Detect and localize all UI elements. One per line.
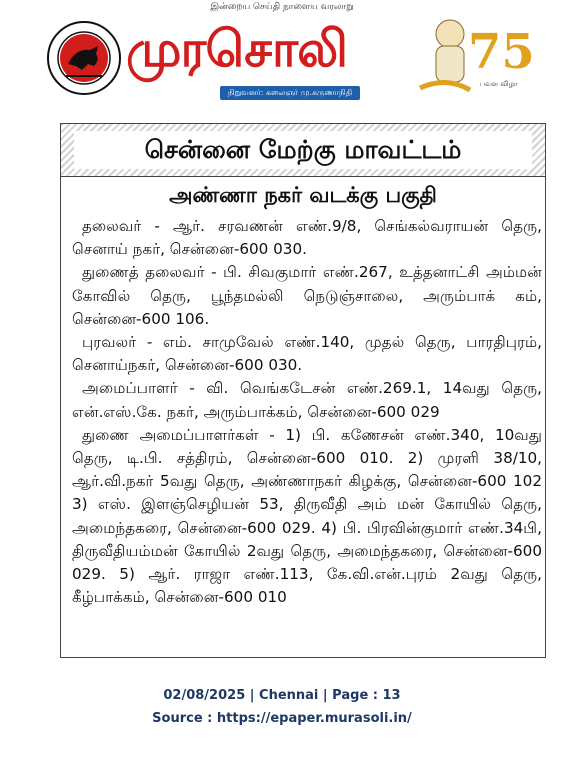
party-seal-logo (46, 20, 122, 96)
masthead-tagline: இன்றைய செய்தி நாளைய வரலாறு (210, 2, 354, 12)
masthead (0, 0, 564, 110)
newspaper-name: முரசொலி (126, 20, 347, 78)
anniversary-caption: பவள விழா (480, 80, 518, 88)
office-bearers-list (72, 215, 542, 609)
entry-patron: புரவலர் - எம். சாமுவேல் எண்.140, முதல் தெரு, பாரதிபுரம், செனாய்நகர், சென்னை-600 030. (72, 333, 542, 375)
founder-line: நிறுவனர்: கலைஞர் மு.கருணாநிதி (220, 86, 360, 100)
section-title: சென்னை மேற்கு மாவட்டம் (74, 131, 532, 169)
footer-date-page: 02/08/2025 | Chennai | Page : 13 (163, 688, 401, 703)
entry-organiser: அமைப்பாளர் - வி. வெங்கடேசன் எண்.269.1, 14வது தெரு, என்.எஸ்.கே. நகர், அரும்பாக்கம், சென்னை-600 029 (72, 379, 542, 421)
anniversary-75-emblem (410, 6, 535, 102)
footer-source: Source : https://epaper.murasoli.in/ (152, 711, 412, 726)
entry-president: தலைவர் - ஆர். சரவணன் எண்.9/8, செங்கல்வராயன் தெரு, செனாய் நகர், சென்னை-600 030. (72, 217, 542, 259)
page-footer (0, 684, 564, 730)
entry-deputy-organisers: துணை அமைப்பாளர்கள் - 1) பி. கணேசன் எண்.340, 10வது தெரு, டி.பி. சத்திரம், சென்னை-600 010. 2) முரளி 38/10, ஆர்.வி.நகர் 5வது தெரு, அண்ணாநகர் கிழக்கு, சென்னை-600 102 3) எஸ். இளஞ்செழியன் 53, திருவீதி அம் மன் கோயில் தெரு, அமைந்தகரை, சென்னை-600 029. 4) பி. பிரவின்குமார் எண்.34பி, திருவீதியம்மன் கோயில் 2வது தெரு, அமைந்தகரை, சென்னை-600 029. 5) ஆர். ராஜா எண்.113, கே.வி.என்.புரம் 2வது தெரு, கீழ்பாக்கம், சென்னை-600 010 (72, 425, 542, 607)
anniversary-number: 75 (468, 24, 535, 80)
article-subtitle: அண்ணா நகர் வடக்கு பகுதி (169, 183, 437, 207)
entry-vice-president: துணைத் தலைவர் - பி. சிவகுமார் எண்.267, உத்தனாட்சி அம்மன் கோவில் தெரு, பூந்தமல்லி நெடுஞ்சாலை, அரும்பாக் கம், சென்னை-600 106. (72, 263, 542, 328)
